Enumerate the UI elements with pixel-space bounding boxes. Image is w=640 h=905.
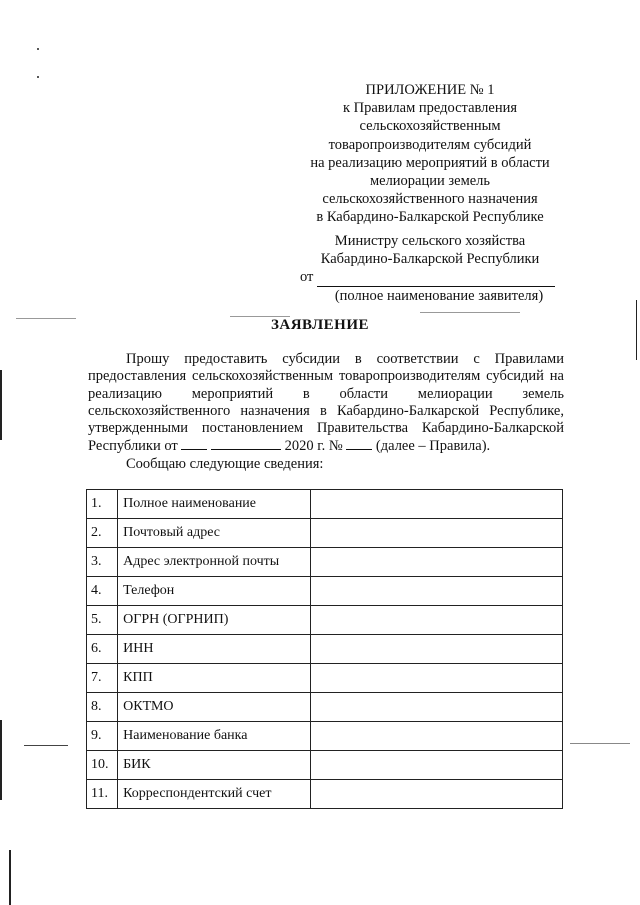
row-value-field[interactable]	[310, 548, 562, 577]
scan-fold-line	[420, 312, 520, 313]
row-value-field[interactable]	[310, 635, 562, 664]
table-row	[87, 519, 563, 548]
date-day-blank[interactable]	[181, 437, 207, 450]
row-number: 7.	[87, 664, 118, 693]
row-number: 4.	[87, 577, 118, 606]
appendix-line: мелиорации земель	[369, 173, 491, 190]
row-value-field[interactable]	[310, 780, 562, 809]
row-number: 10.	[87, 751, 118, 780]
appendix-line: сельскохозяйственного назначения	[322, 191, 538, 208]
table-row	[87, 577, 563, 606]
date-month-blank[interactable]	[211, 437, 281, 450]
row-value-field[interactable]	[310, 664, 562, 693]
applicant-name-blank[interactable]	[317, 272, 555, 287]
row-value-field[interactable]	[310, 751, 562, 780]
appendix-line: ПРИЛОЖЕНИЕ № 1	[365, 82, 495, 98]
appendix-header	[290, 81, 570, 227]
resolution-number-blank[interactable]	[346, 437, 372, 450]
row-number: 5.	[87, 606, 118, 635]
table-row	[87, 664, 563, 693]
row-label: ИНН	[118, 635, 311, 664]
scan-dot	[37, 48, 39, 50]
info-intro: Сообщаю следующие сведения:	[126, 455, 324, 472]
statement-body	[88, 351, 564, 473]
document-title: ЗАЯВЛЕНИЕ	[270, 317, 370, 333]
appendix-line: сельскохозяйственным	[359, 118, 501, 135]
table-row	[87, 722, 563, 751]
row-label: ОКТМО	[118, 693, 311, 722]
scan-dot	[37, 76, 39, 78]
statement-text: Прошу предоставить субсидии в соответствии с Правилами предоставления сельскохозяйственным товаропроизводителям субсидий на реализацию мероприятий в области мелиорации земель сельскохозяйственного назначения в Кабардино-Балкарской Республике, утвержденными постановлением Правительства Кабардино-Балкарской Республики от	[88, 351, 564, 455]
applicant-info-table	[86, 489, 563, 809]
row-value-field[interactable]	[310, 490, 562, 519]
row-value-field[interactable]	[310, 606, 562, 635]
row-value-field[interactable]	[310, 577, 562, 606]
row-number: 11.	[87, 780, 118, 809]
row-value-field[interactable]	[310, 693, 562, 722]
statement-year-text: 2020 г. №	[284, 438, 343, 455]
table-row	[87, 780, 563, 809]
scan-fold-line	[24, 745, 68, 746]
row-number: 3.	[87, 548, 118, 577]
scan-edge-line	[0, 370, 2, 440]
row-number: 8.	[87, 693, 118, 722]
row-label: БИК	[118, 751, 311, 780]
table-row	[87, 635, 563, 664]
row-label: Полное наименование	[118, 490, 311, 519]
row-label: ОГРН (ОГРНИП)	[118, 606, 311, 635]
addressee-line: Кабардино-Балкарской Республики	[320, 251, 540, 268]
scan-fold-line	[570, 743, 630, 744]
row-label: Почтовый адрес	[118, 519, 311, 548]
applicant-field-row	[290, 268, 570, 286]
table-row	[87, 693, 563, 722]
table-row	[87, 548, 563, 577]
row-label: Адрес электронной почты	[118, 548, 311, 577]
row-value-field[interactable]	[310, 519, 562, 548]
appendix-line: товаропроизводителям субсидий	[328, 136, 532, 153]
from-label: от	[300, 269, 314, 286]
row-value-field[interactable]	[310, 722, 562, 751]
appendix-line: в Кабардино-Балкарской Республике	[316, 209, 544, 226]
addressee-block	[290, 232, 570, 305]
row-label: Корреспондентский счет	[118, 780, 311, 809]
appendix-line: на реализацию мероприятий в области	[310, 154, 550, 171]
statement-end-text: (далее – Правила).	[375, 438, 491, 455]
applicant-caption: (полное наименование заявителя)	[334, 287, 544, 304]
addressee-line: Министру сельского хозяйства	[334, 233, 526, 249]
table-row	[87, 490, 563, 519]
table-row	[87, 606, 563, 635]
row-label: Наименование банка	[118, 722, 311, 751]
row-label: КПП	[118, 664, 311, 693]
row-number: 6.	[87, 635, 118, 664]
row-label: Телефон	[118, 577, 311, 606]
row-number: 9.	[87, 722, 118, 751]
row-number: 1.	[87, 490, 118, 519]
statement-paragraph	[88, 351, 564, 456]
table-row	[87, 751, 563, 780]
row-number: 2.	[87, 519, 118, 548]
scan-edge-line	[0, 720, 2, 800]
scan-edge-line	[9, 850, 11, 905]
appendix-line: к Правилам предоставления	[342, 100, 518, 117]
